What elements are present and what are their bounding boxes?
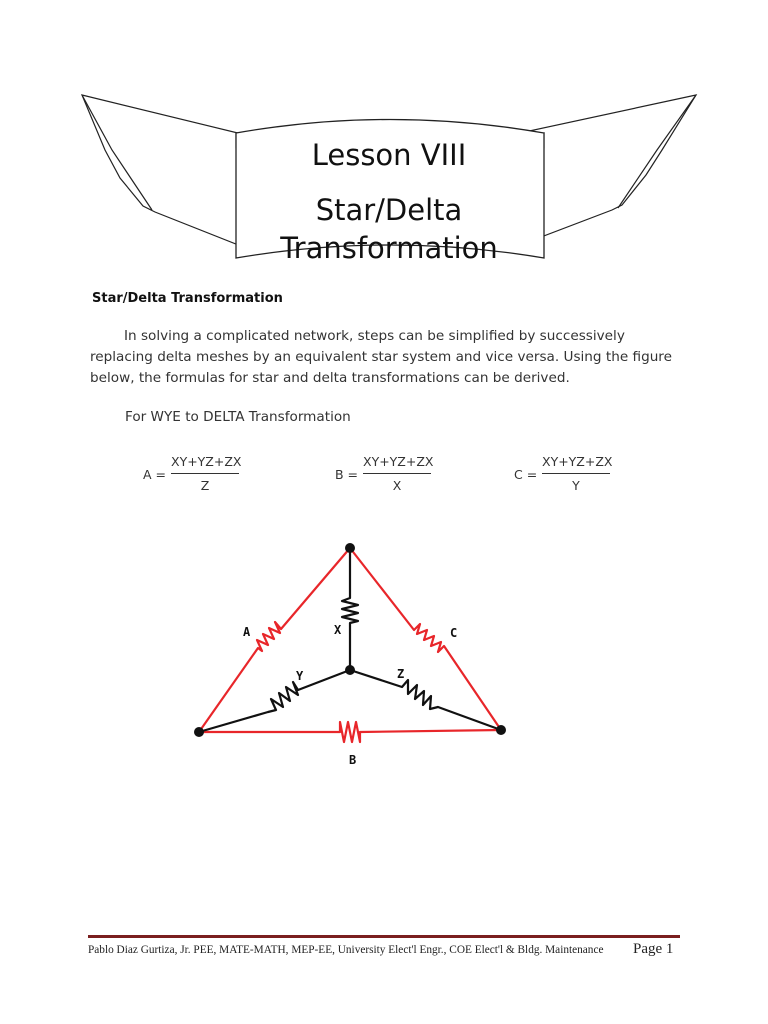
fraction-bar — [542, 473, 610, 474]
formula-denominator: Y — [572, 478, 580, 493]
banner-right-tail — [520, 95, 696, 245]
fraction-bar — [171, 473, 239, 474]
formula-lhs: B = — [335, 467, 359, 482]
resistor-b — [199, 722, 501, 742]
node-top — [345, 543, 355, 553]
resistor-z — [350, 670, 501, 730]
formula-fraction — [363, 453, 434, 495]
footer-rule — [88, 935, 680, 938]
formula-lhs: A = — [143, 467, 166, 482]
section-heading: Star/Delta Transformation — [92, 291, 283, 306]
formula-denominator: X — [392, 478, 402, 493]
label-z: Z — [397, 667, 405, 681]
formula-fraction — [171, 453, 242, 495]
label-x: X — [334, 623, 342, 637]
label-b: B — [349, 753, 357, 767]
label-y: Y — [296, 669, 304, 683]
node-left — [194, 727, 204, 737]
label-c: C — [450, 626, 458, 640]
star-network — [199, 548, 501, 732]
formula-subheading: For WYE to DELTA Transformation — [125, 409, 351, 425]
formula-numerator: XY+YZ+ZX — [171, 454, 242, 469]
formula-numerator: XY+YZ+ZX — [542, 454, 613, 469]
formula-fraction — [542, 453, 613, 495]
node-right — [496, 725, 506, 735]
star-delta-diagram — [180, 535, 520, 775]
node-center — [345, 665, 355, 675]
fraction-bar — [363, 473, 431, 474]
intro-paragraph: In solving a complicated network, steps can be simplified by successively replacing delta meshes by an equivalent star system and vice versa. Using the figure below, the formulas for star and delta transformations can be derived. — [90, 328, 672, 386]
formula-lhs: C = — [514, 467, 538, 482]
formula-numerator: XY+YZ+ZX — [363, 454, 434, 469]
lesson-title-line-1: Star/Delta — [315, 193, 463, 227]
footer-author: Pablo Diaz Gurtiza, Jr. PEE, MATE-MATH, MEP-EE, University Elect'l Engr., COE Elect'l & Bldg. Maintenance — [88, 944, 604, 956]
resistor-x — [342, 548, 358, 670]
lesson-number: Lesson VIII — [311, 138, 467, 172]
page-number: Page 1 — [633, 941, 674, 957]
banner-left-tail — [82, 95, 246, 248]
label-a: A — [243, 625, 251, 639]
lesson-title-line-2: Transformation — [280, 231, 498, 265]
formula-denominator: Z — [200, 478, 210, 493]
